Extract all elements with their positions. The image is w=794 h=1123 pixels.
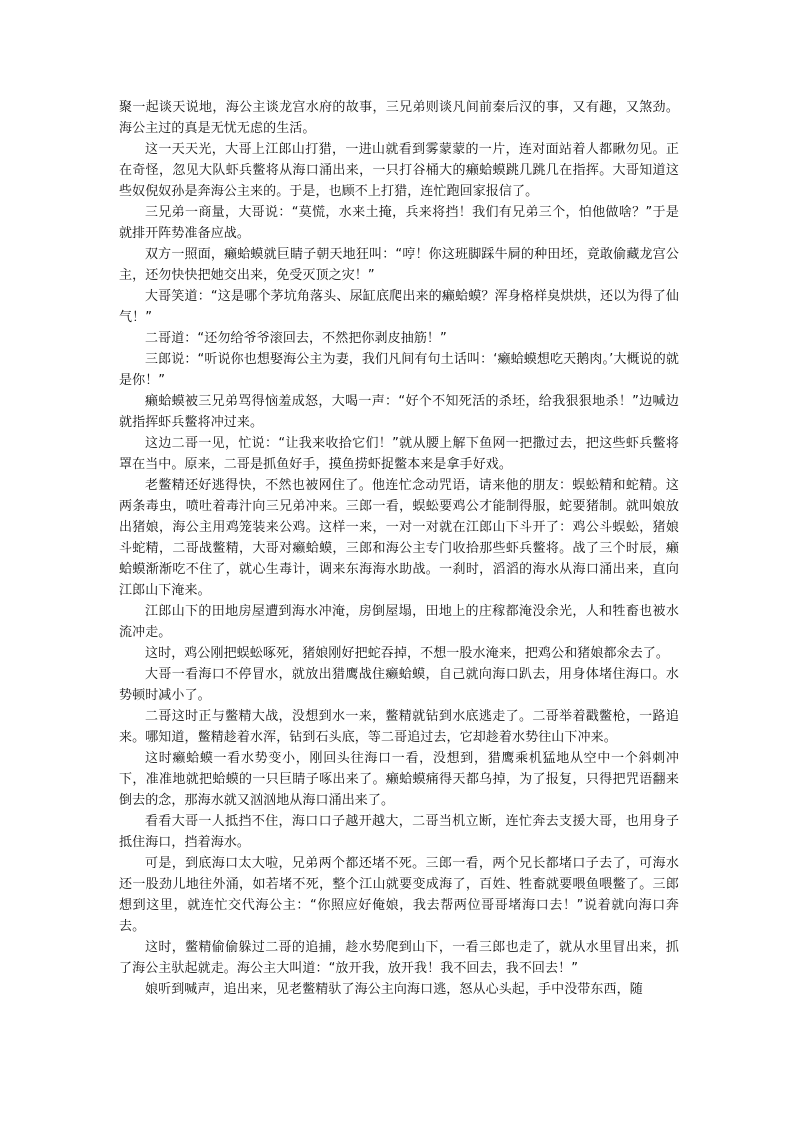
paragraph: 江郎山下的田地房屋遭到海水冲淹，房倒屋塌，田地上的庄稼都淹没余光，人和牲畜也被水流冲走。 bbox=[119, 604, 679, 640]
paragraph: 老鳖精还好逃得快，不然也被网住了。他连忙念动咒语，请来他的朋友：蜈蚣精和蛇精。这两条毒虫，喷吐着毒汁向三兄弟冲来。三郎一看，蜈蚣要鸡公才能制得服，蛇要猪制。就叫娘放出猪娘，海公主用鸡笼装来公鸡。这样一来，一对一对就在江郎山下斗开了：鸡公斗蜈蚣，猪娘斗蛇精，二哥战鳖精，大哥对癞蛤蟆，三郎和海公主专门收拾那些虾兵鳖将。战了三个时辰，癞蛤蟆渐渐吃不住了，就心生毒计，调来东海海水助战。一刹时，滔滔的海水从海口涌出来，直向江郎山下淹来。 bbox=[119, 478, 679, 598]
paragraph: 大哥一看海口不停冒水，就放出猎鹰战住癞蛤蟆，自己就向海口趴去，用身体堵住海口。水势顿时减小了。 bbox=[119, 667, 679, 703]
paragraph: 这时，鳖精偷偷躲过二哥的追捕，趁水势爬到山下，一看三郎也走了，就从水里冒出来，抓了海公主驮起就走。海公主大叫道：“放开我，放开我！我不回去，我不回去！” bbox=[119, 940, 679, 976]
paragraph: 这一天天光，大哥上江郎山打猎，一进山就看到雾蒙蒙的一片，连对面站着人都瞅勿见。正在奇怪，忽见大队虾兵鳖将从海口涌出来，一只打谷桶大的癞蛤蟆跳几跳几在指挥。大哥知道这些奴倪奴孙是奔海公主来的。于是，也顾不上打猎，连忙跑回家报信了。 bbox=[119, 142, 679, 199]
paragraph: 娘听到喊声，追出来，见老鳖精驮了海公主向海口逃，怒从心头起，手中没带东西，随 bbox=[145, 982, 643, 997]
document-body bbox=[119, 97, 679, 1000]
paragraph: 二哥道：“还勿给爷爷滚回去，不然把你剥皮抽筋！” bbox=[145, 331, 447, 346]
paragraph: 这时，鸡公刚把蜈蚣啄死，猪娘刚好把蛇吞掉，不想一股水淹来，把鸡公和猪娘都氽去了。 bbox=[145, 646, 670, 661]
paragraph: 大哥笑道：“这是哪个茅坑角落头、尿缸底爬出来的癞蛤蟆？浑身格样臭烘烘，还以为得了仙气！” bbox=[119, 289, 679, 325]
paragraph: 二哥这时正与鳖精大战，没想到水一来，鳖精就钻到水底逃走了。二哥举着戳鳖枪，一路追来。哪知道，鳖精趁着水浑，钻到石头底，等二哥追过去，它却趁着水势往山下冲来。 bbox=[119, 709, 679, 745]
paragraph: 双方一照面，癞蛤蟆就巨睛子朝天地狂叫：“哼！你这班脚踩牛屙的种田坯，竟敢偷藏龙宫公主，还勿快快把她交出来，免受灭顶之灾！” bbox=[119, 247, 679, 283]
paragraph: 看看大哥一人抵挡不住，海口口子越开越大，二哥当机立断，连忙奔去支援大哥，也用身子抵住海口，挡着海水。 bbox=[119, 814, 679, 850]
paragraph: 可是，到底海口太大啦，兄弟两个都还堵不死。三郎一看，两个兄长都堵口子去了，可海水还一股劲儿地往外涌，如若堵不死，整个江山就要变成海了，百姓、牲畜就要喂鱼喂鳖了。三郎想到这里，就连忙交代海公主：“你照应好俺娘，我去帮两位哥哥堵海口去！”说着就向海口奔去。 bbox=[119, 856, 679, 934]
paragraph: 这边二哥一见，忙说：“让我来收拾它们！”就从腰上解下鱼网一把撒过去，把这些虾兵鳖将罩在当中。原来，二哥是抓鱼好手，摸鱼捞虾捉鳖本来是拿手好戏。 bbox=[119, 436, 679, 472]
paragraph: 聚一起谈天说地，海公主谈龙宫水府的故事，三兄弟则谈凡间前秦后汉的事，又有趣，又煞劲。海公主过的真是无忧无虑的生活。 bbox=[119, 100, 679, 136]
paragraph: 三兄弟一商量，大哥说：“莫慌，水来土掩，兵来将挡！我们有兄弟三个，怕他做啥？”于是就排开阵势准备应战。 bbox=[119, 205, 679, 241]
paragraph: 三郎说：“听说你也想娶海公主为妻，我们凡间有句土话叫：‘癞蛤蟆想吃天鹅肉。’大概说的就是你！” bbox=[119, 352, 679, 388]
paragraph: 癞蛤蟆被三兄弟骂得恼羞成怒，大喝一声：“好个不知死活的杀坯，给我狠狠地杀！”边喊边就指挥虾兵鳖将冲过来。 bbox=[119, 394, 679, 430]
paragraph: 这时癞蛤蟆一看水势变小，刚回头往海口一看，没想到，猎鹰乘机猛地从空中一个斜刺冲下，准准地就把蛤蟆的一只巨睛子啄出来了。癞蛤蟆痛得天都乌掉，为了报复，只得把咒语翻来倒去的念，那海水就又汹汹地从海口涌出来了。 bbox=[119, 751, 679, 808]
